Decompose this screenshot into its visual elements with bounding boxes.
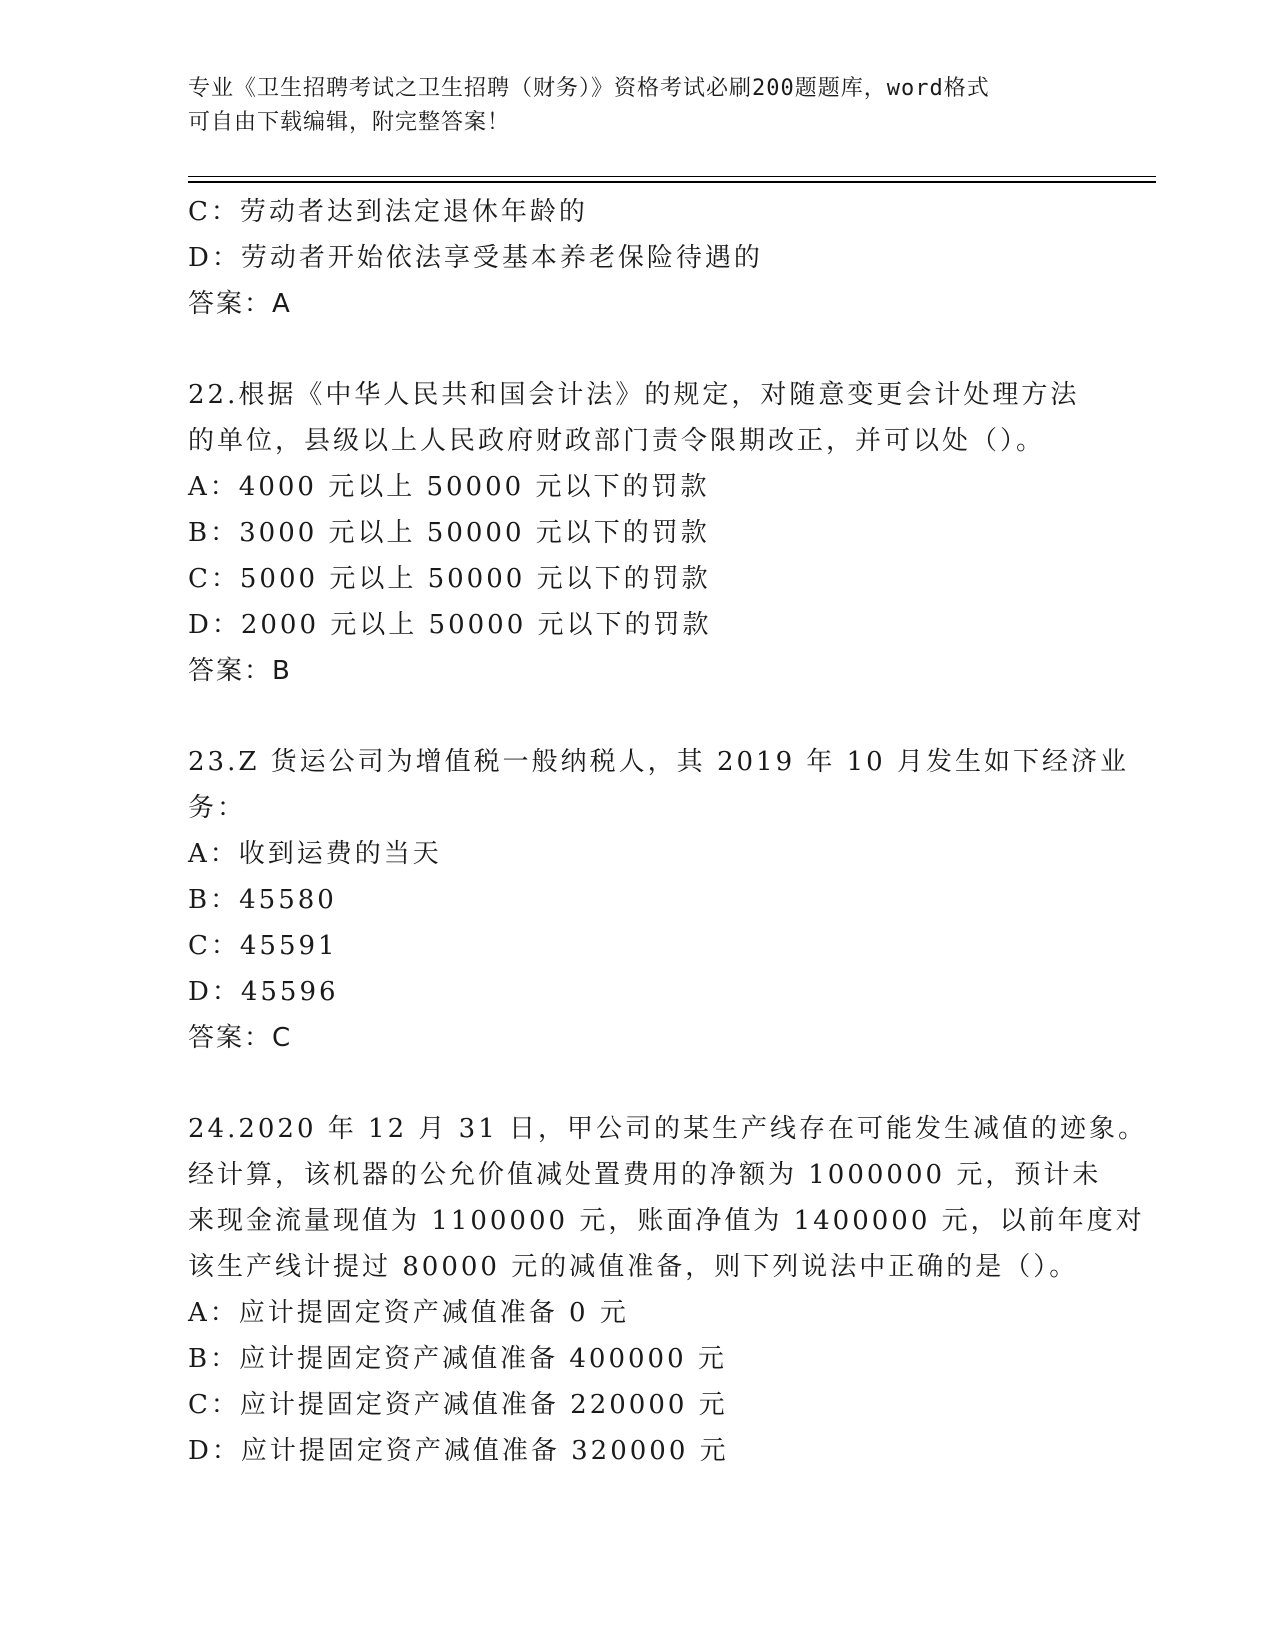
question-stem-line: 的单位，县级以上人民政府财政部门责令限期改正，并可以处（）。 — [188, 426, 1046, 456]
header-line-1: 专业《卫生招聘考试之卫生招聘（财务）》资格考试必刷200题题库，word格式 — [188, 76, 990, 101]
option-a: A：4000 元以上 50000 元以下的罚款 — [188, 472, 710, 502]
document-body — [188, 189, 1148, 1474]
question-stem-line: 23.Z 货运公司为增值税一般纳税人，其 2019 年 10 月发生如下经济业 — [188, 747, 1129, 777]
previous-question-continuation — [188, 189, 1088, 327]
option-d: D：45596 — [188, 977, 339, 1007]
answer-line: 答案：B — [188, 656, 292, 686]
question-stem-line: 24.2020 年 12 月 31 日，甲公司的某生产线存在可能发生减值的迹象。 — [188, 1114, 1148, 1144]
question-stem-line: 22.根据《中华人民共和国会计法》的规定，对随意变更会计处理方法 — [188, 380, 1080, 410]
option-c: C：5000 元以上 50000 元以下的罚款 — [188, 564, 711, 594]
option-c: C：45591 — [188, 931, 338, 961]
question-stem-line: 该生产线计提过 80000 元的减值准备，则下列说法中正确的是（）。 — [188, 1252, 1079, 1282]
document-header — [188, 72, 1068, 140]
option-b: B：45580 — [188, 885, 337, 915]
question-22 — [188, 372, 1088, 694]
answer-line: 答案：A — [188, 289, 292, 319]
option-b: B：3000 元以上 50000 元以下的罚款 — [188, 518, 710, 548]
answer-line: 答案：C — [188, 1023, 293, 1053]
option-c: C：劳动者达到法定退休年龄的 — [188, 197, 588, 227]
option-d: D：2000 元以上 50000 元以下的罚款 — [188, 610, 712, 640]
question-stem-line: 经计算，该机器的公允价值减处置费用的净额为 1000000 元，预计未 — [188, 1160, 1102, 1190]
header-divider-thick — [188, 181, 1156, 183]
question-23 — [188, 739, 1129, 1061]
question-24 — [188, 1106, 1148, 1474]
option-c: C：应计提固定资产减值准备 220000 元 — [188, 1390, 728, 1420]
option-a: A：收到运费的当天 — [188, 839, 442, 869]
option-d: D：应计提固定资产减值准备 320000 元 — [188, 1436, 729, 1466]
header-divider-thin — [188, 176, 1156, 177]
option-a: A：应计提固定资产减值准备 0 元 — [188, 1298, 629, 1328]
option-d: D：劳动者开始依法享受基本养老保险待遇的 — [188, 243, 763, 273]
question-stem-line: 务： — [188, 793, 247, 823]
question-stem-line: 来现金流量现值为 1100000 元，账面净值为 1400000 元，以前年度对 — [188, 1206, 1145, 1236]
header-line-2: 可自由下载编辑，附完整答案！ — [188, 110, 511, 135]
option-b: B：应计提固定资产减值准备 400000 元 — [188, 1344, 727, 1374]
